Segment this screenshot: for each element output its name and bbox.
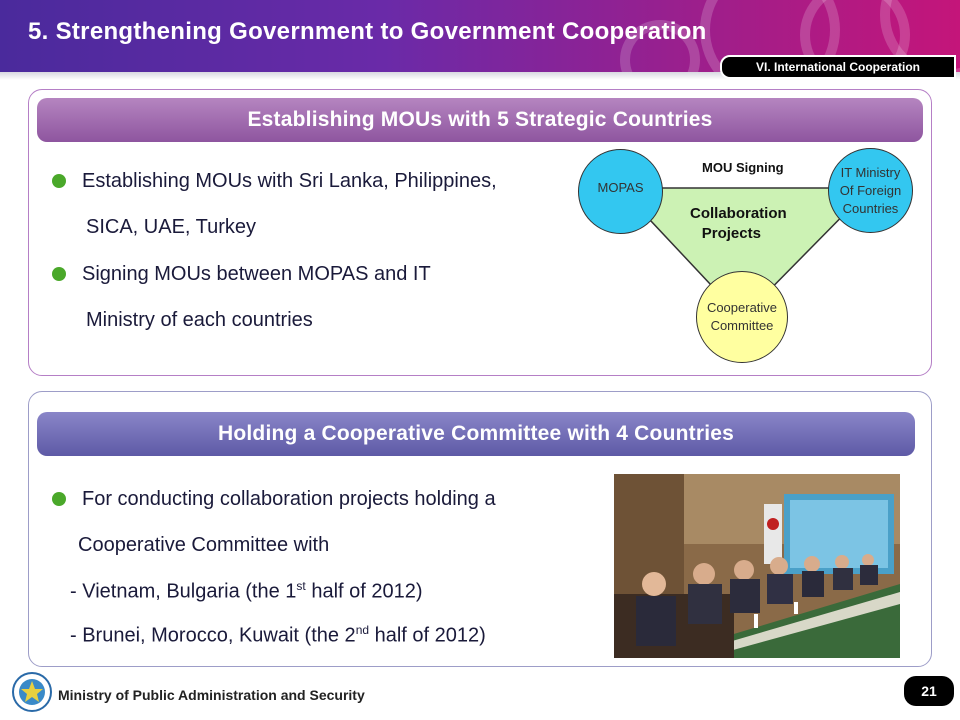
committee-band-title: Holding a Cooperative Committee with 4 Countries — [37, 412, 915, 456]
mou-line-1: Establishing MOUs with Sri Lanka, Philippines, — [82, 170, 497, 192]
footer-ministry: Ministry of Public Administration and Security — [58, 687, 365, 703]
mou-line-4: Ministry of each countries — [86, 309, 313, 331]
page-number: 21 — [904, 676, 954, 706]
committee-item-1: - Vietnam, Bulgaria (the 1st half of 2012) — [70, 579, 423, 603]
ministry-logo-icon — [12, 672, 52, 712]
it-ministry-circle: IT Ministry Of Foreign Countries — [828, 148, 913, 233]
mopas-circle: MOPAS — [578, 149, 663, 234]
cooperative-committee-circle: Cooperative Committee — [696, 271, 788, 363]
collaboration-label: Collaboration Projects — [690, 205, 787, 242]
section-tag: VI. International Cooperation — [720, 55, 956, 79]
bullet-dot — [52, 267, 66, 281]
mou-line-3: Signing MOUs between MOPAS and IT — [82, 263, 431, 285]
bullet-dot — [52, 174, 66, 188]
page-title: 5. Strengthening Government to Government Cooperation — [28, 18, 707, 45]
mou-band-title: Establishing MOUs with 5 Strategic Countries — [37, 98, 923, 142]
bullet-dot — [52, 492, 66, 506]
mou-diagram — [578, 148, 930, 370]
committee-line-1: For conducting collaboration projects holding a — [82, 488, 496, 510]
committee-line-2: Cooperative Committee with — [78, 534, 330, 556]
committee-item-2: - Brunei, Morocco, Kuwait (the 2nd half of 2012) — [70, 623, 486, 647]
meeting-photo — [614, 474, 900, 658]
mou-line-2: SICA, UAE, Turkey — [86, 216, 257, 238]
mou-signing-label: MOU Signing — [702, 160, 784, 175]
